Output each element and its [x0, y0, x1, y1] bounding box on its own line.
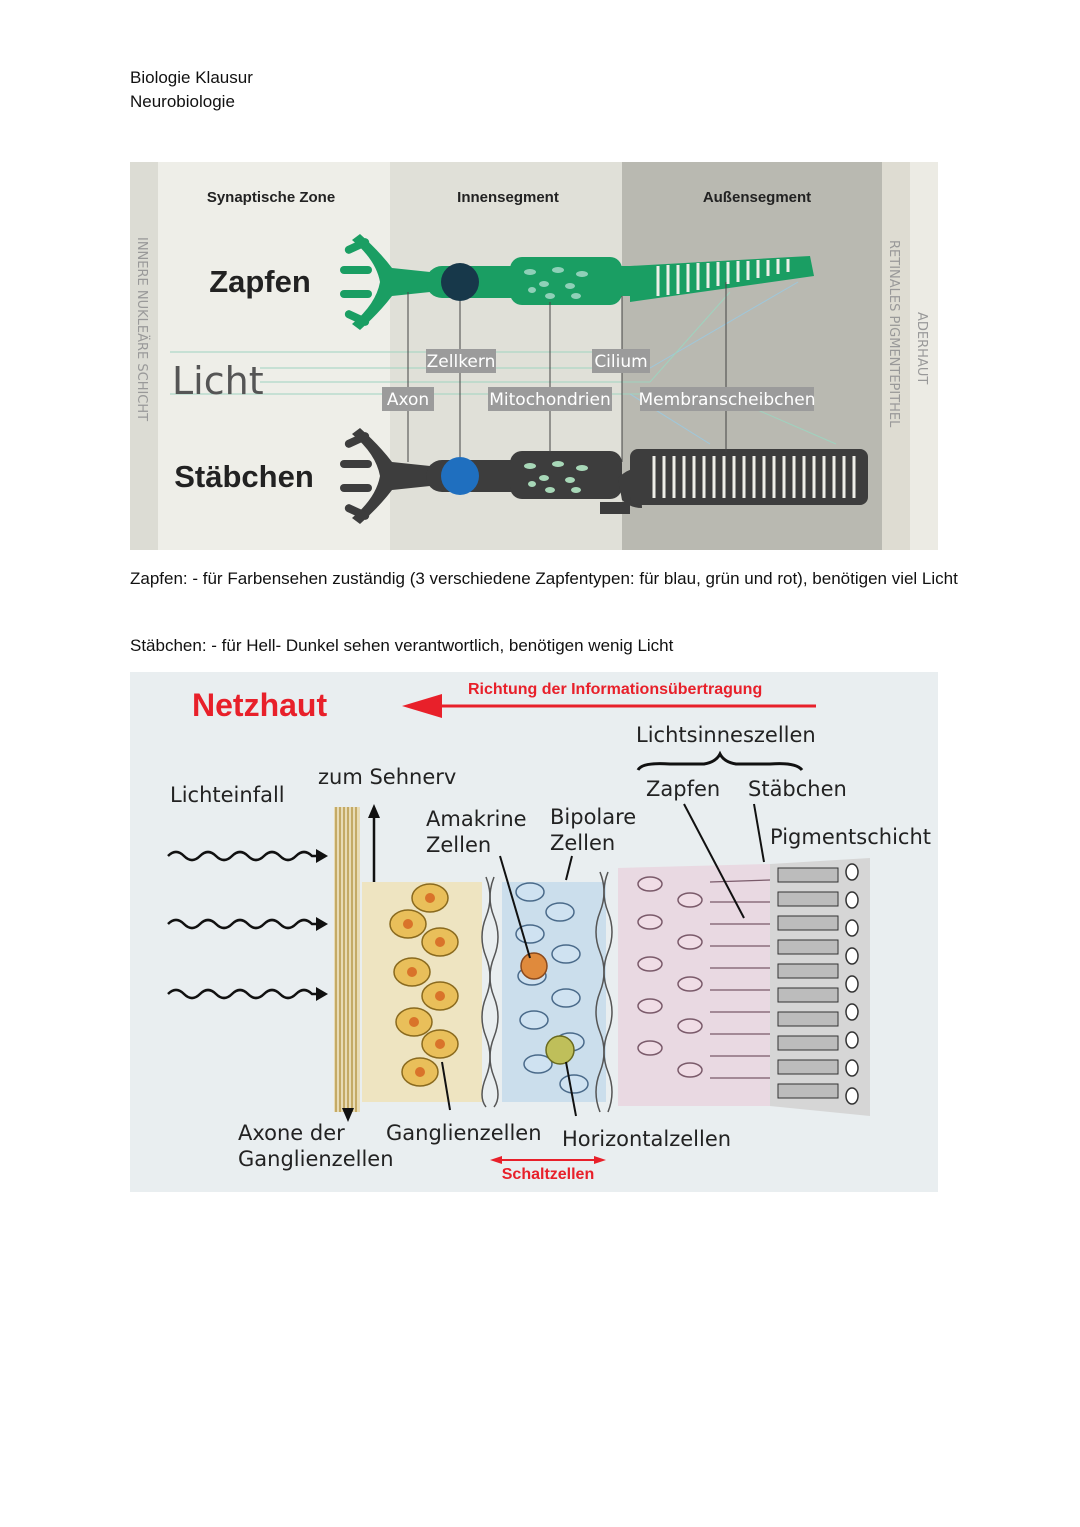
optic-nerve-label: zum Sehnerv: [318, 765, 457, 789]
inner-nuclear-layer-label: INNERE NUKLEÄRE SCHICHT: [134, 237, 149, 422]
choroid-label: ADERHAUT: [914, 312, 929, 385]
retina-diagram: [130, 672, 938, 1192]
label-mitochondria: [488, 387, 612, 411]
amacrine-label-1: Amakrine: [426, 807, 527, 831]
amacrine-label-2: Zellen: [426, 833, 492, 857]
direction-label: Richtung der Informationsübertragung: [468, 681, 763, 698]
rod-discs: [654, 456, 854, 498]
horizontal-label: Horizontalzellen: [562, 1127, 732, 1151]
zone-synaptic-label: Synaptische Zone: [206, 189, 336, 206]
photoreceptor-layer: [618, 864, 770, 1106]
bipolar-label-1: Bipolare: [550, 805, 637, 829]
pigment-label: Pigmentschicht: [770, 825, 932, 849]
label-axon: [382, 387, 434, 411]
outer-segment-layer: [770, 858, 870, 1116]
label-axon-text: Axon: [386, 390, 430, 410]
axons-label-2: Ganglienzellen: [238, 1147, 394, 1171]
pigment-epithelium-label: RETINALES PIGMENTEPITHEL: [886, 240, 901, 428]
photoreceptor-label: Lichtsinneszellen: [636, 723, 816, 747]
light-in-label: Lichteinfall: [170, 783, 285, 807]
label-nucleus-text: Zellkern: [426, 352, 496, 372]
interneuron-label: Schaltzellen: [501, 1166, 595, 1183]
light-label: Licht: [172, 359, 264, 403]
axon-bundle-fill: [334, 807, 360, 1112]
rod-title: Stäbchen: [174, 459, 314, 494]
photoreceptor-diagram: [130, 162, 938, 550]
label-discs-text: Membranscheibchen: [638, 390, 816, 410]
rod-label: Stäbchen: [748, 777, 847, 801]
label-nucleus: [426, 349, 496, 373]
header-title: Biologie Klausur: [130, 68, 253, 87]
label-cilium: [592, 349, 650, 373]
ganglion-layer: [362, 882, 482, 1102]
zone-outer-label: Außensegment: [702, 189, 812, 206]
cone-description: Zapfen: - für Farbensehen zuständig (3 verschiedene Zapfentypen: für blau, grün und rot), benötigen viel Licht: [130, 569, 958, 588]
label-cilium-text: Cilium: [594, 352, 648, 372]
ganglion-label: Ganglienzellen: [386, 1121, 542, 1145]
retina-title: Netzhaut: [192, 687, 328, 723]
horizontal-cell: [546, 1036, 574, 1064]
cone-title: Zapfen: [209, 264, 311, 299]
cone-nucleus: [441, 263, 479, 301]
axons-label-1: Axone der: [238, 1121, 345, 1145]
header-subtitle: Neurobiologie: [130, 92, 235, 111]
document-header: [130, 66, 253, 114]
cone-label: Zapfen: [646, 777, 721, 801]
label-mitochondria-text: Mitochondrien: [489, 390, 611, 410]
label-discs: [639, 387, 816, 411]
zone-inner-label: Innensegment: [457, 189, 559, 206]
rod-description: Stäbchen: - für Hell- Dunkel sehen verantwortlich, benötigen wenig Licht: [130, 636, 674, 655]
bipolar-label-2: Zellen: [550, 831, 616, 855]
rod-nucleus: [441, 457, 479, 495]
amacrine-cell: [521, 953, 547, 979]
